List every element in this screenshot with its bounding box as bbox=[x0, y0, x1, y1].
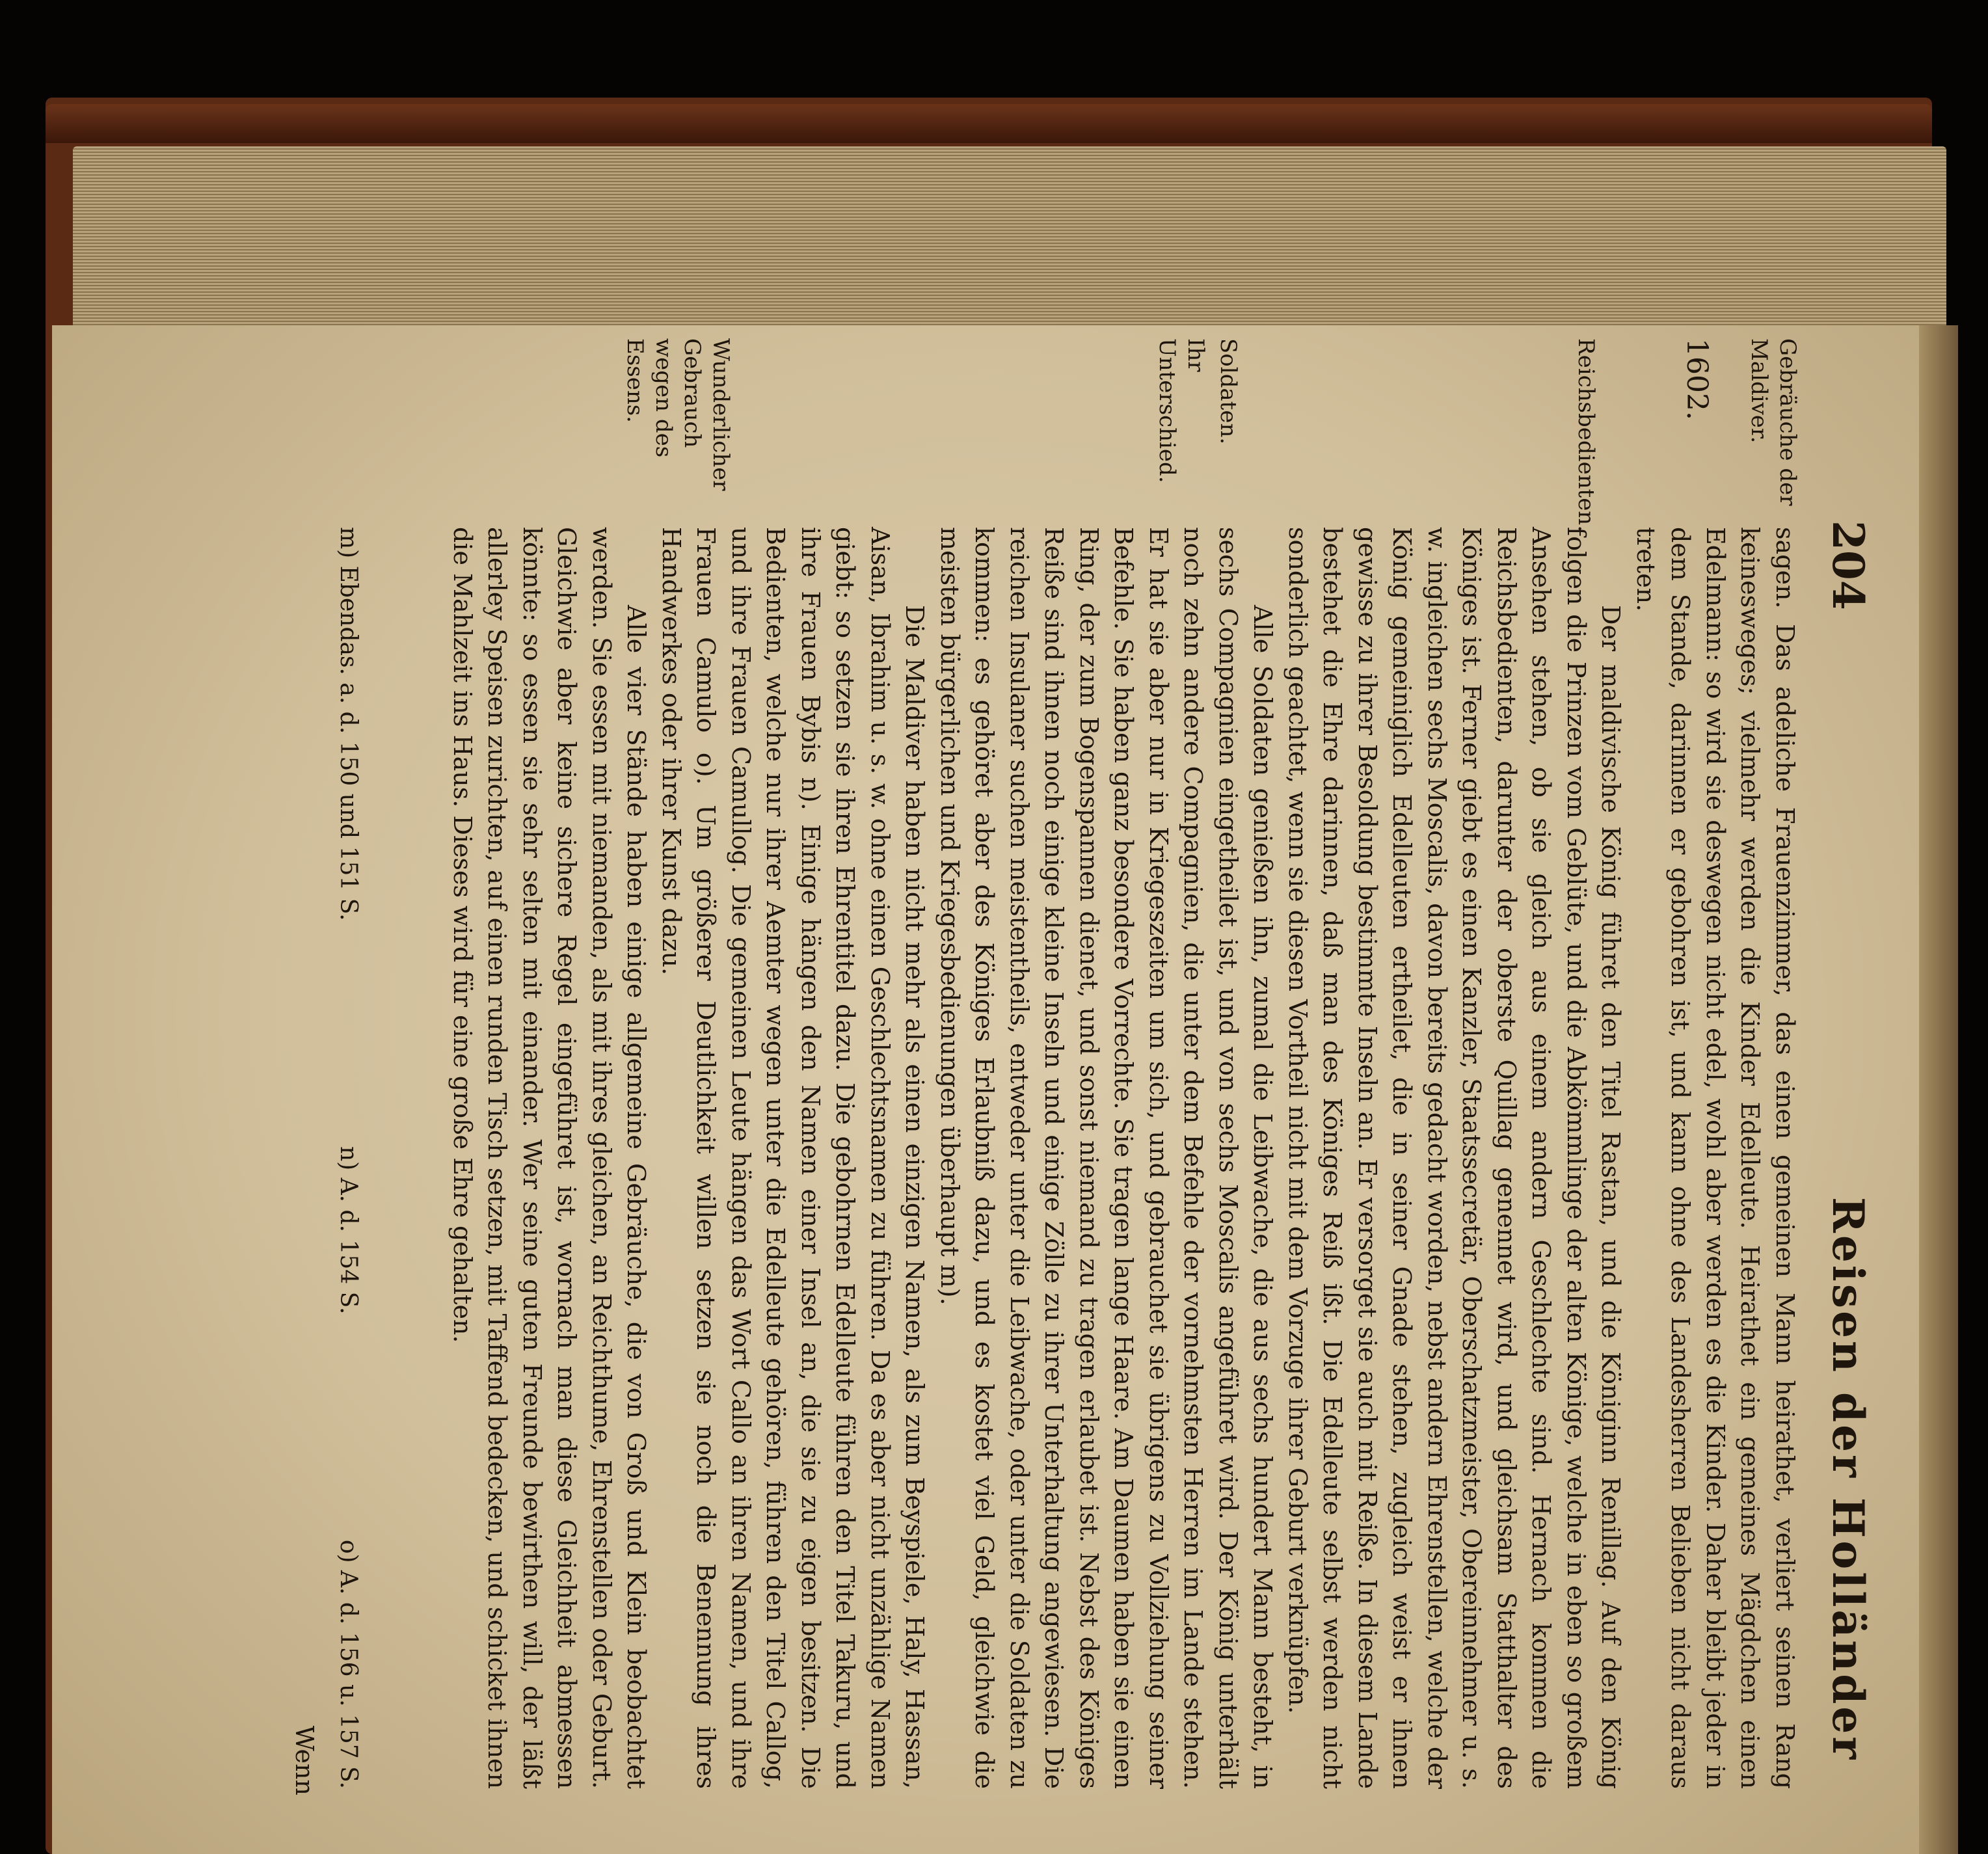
margin-note-officials: Reichsbedienten. bbox=[1573, 338, 1599, 533]
margin-note-difference: Ihr Unterschied. bbox=[1154, 338, 1209, 483]
margin-note-year: 1602. bbox=[1680, 338, 1713, 420]
margin-note-eating-custom: Wunderlicher Gebrauch wegen des Essens. bbox=[622, 338, 734, 491]
margin-note-customs: Gebräuche der Maldiver. bbox=[1746, 338, 1801, 506]
paragraph: Der maldivische König führet den Titel Rastan, und die Königinn Renillag. Auf den König folgen die Prinzen vom Geblüte, und die Abkömmlinge der alten Könige, welche in eben so großem Ansehen stehen, ob sie gleich aus einem andern Geschlechte sind. Hernach kommen die Reichsbedienten, darunter der oberste Quillag genennet wird, und gleichsam Statthalter des Königes ist. Ferner giebt es einen Kanzler, Staatssecretär, Oberschatzmeister, Obereinnehmer u. s. w. ingleichen sechs Moscalis, davon bereits gedacht worden, nebst andern Ehrenstellen, welche der König gemeiniglich Edelleuten ertheilet, die in seiner Gnade stehen, zugleich weist er ihnen gewisse zu ihrer Besoldung bestimmte Inseln an. Er versorget sie auch mit Reiße. In diesem Lande bestehet die Ehre darinnen, daß man des Königes Reiß ißt. Die Edelleute selbst werden nicht sonderlich geachtet, wenn sie diesen Vortheil nicht mit dem Vorzuge ihrer Geburt verknüpfen. bbox=[1283, 527, 1626, 1789]
body-text bbox=[445, 527, 1803, 1789]
page-edges bbox=[73, 146, 1946, 355]
footnote: n) A. d. 154 S. bbox=[335, 1146, 362, 1315]
rotated-page-text bbox=[104, 338, 1900, 1808]
page-header bbox=[1815, 520, 1874, 1782]
footnotes bbox=[332, 527, 364, 1789]
catchword: Wenn bbox=[290, 1725, 319, 1795]
running-title: Reisen der Holländer bbox=[1823, 1197, 1874, 1762]
margin-note-soldiers: Soldaten. bbox=[1215, 338, 1241, 445]
footnote: m) Ebendas. a. d. 150 und 151 S. bbox=[335, 527, 362, 921]
page-number: 204 bbox=[1823, 520, 1874, 610]
paragraph: Alle Soldaten genießen ihn, zumal die Leibwache, die aus sechs hundert Mann besteht, in sechs Compagnien eingetheilet ist, und von sechs Moscalis angeführet wird. Der König unterhält noch zehn andere Compagnien, die unter dem Befehle der vornehmsten Herren im Lande stehen. Er hat sie aber nur in Kriegeszeiten um sich, und gebrauchet sie übrigens zu Vollziehung seiner Befehle. Sie haben ganz besondere Vorrechte. Sie tragen lange Haare. Am Daumen haben sie einen Ring, der zum Bogenspannen dienet, und sonst niemand zu tragen erlaubet ist. Nebst des Königes Reiße sind ihnen noch einige kleine Inseln und einige Zölle zu ihrer Unterhaltung angewiesen. Die reichen Insulaner suchen meistentheils, entweder unter die Leibwache, oder unter die Soldaten zu kommen: es gehöret aber des Königes Erlaubniß dazu, und es kostet viel Geld, gleichwie die meisten bürgerlichen und Kriegesbedienungen überhaupt m). bbox=[935, 527, 1278, 1789]
paragraph: Alle vier Stände haben einige allgemeine Gebräuche, die von Groß und Klein beobachtet werden. Sie essen mit niemanden, als mit ihres gleichen, an Reichthume, Ehrenstellen oder Geburt. Gleichwie aber keine sichere Regel eingeführet ist, wornach man diese Gleichheit abmessen könnte: so essen sie sehr selten mit einander. Wer seine guten Freunde bewirthen will, der läßt allerley Speisen zurichten, auf einen runden Tisch setzen, mit Taffend bedecken, und schicket ihnen die Mahlzeit ins Haus. Dieses wird für eine große Ehre gehalten. bbox=[448, 527, 651, 1789]
book-top-edge bbox=[46, 104, 1932, 143]
footnote: o) A. d. 156 u. 157 S. bbox=[335, 1539, 362, 1789]
paragraph: sagen. Das adeliche Frauenzimmer, das einen gemeinen Mann heirathet, verliert seinen Rang keinesweges; vielmehr werden die Kinder Edelleute. Heirathet ein gemeines Mägdchen einen Edelmann: so wird sie deswegen nicht edel, wohl aber werden es die Kinder. Daher bleibt jeder in dem Stande, darinnen er gebohren ist, und kann ohne des Landesherren Belieben nicht daraus treten. bbox=[1632, 527, 1799, 1789]
page-gutter bbox=[1919, 325, 1958, 1854]
paragraph: Die Maldiver haben nicht mehr als einen einzigen Namen, als zum Beyspiele, Haly, Hassan, Aisan, Ibrahim u. s. w. ohne einen Geschlechtsnamen zu führen. Da es aber nicht unzählige Namen giebt: so setzen sie ihren Ehrentitel dazu. Die gebohrnen Edelleute führen den Titel Takuru, und ihre Frauen Bybis n). Einige hängen den Namen einer Insel an, die sie zu eigen besitzen. Die Bedienten, welche nur ihrer Aemter wegen unter die Edelleute gehören, führen den Titel Callog, und ihre Frauen Camullog. Die gemeinen Leute hängen das Wort Callo an ihren Namen, und ihre Frauen Camulo o). Um größerer Deutlichkeit willen setzen sie noch die Benennung ihres Handwerkes oder ihrer Kunst dazu. bbox=[657, 527, 930, 1789]
